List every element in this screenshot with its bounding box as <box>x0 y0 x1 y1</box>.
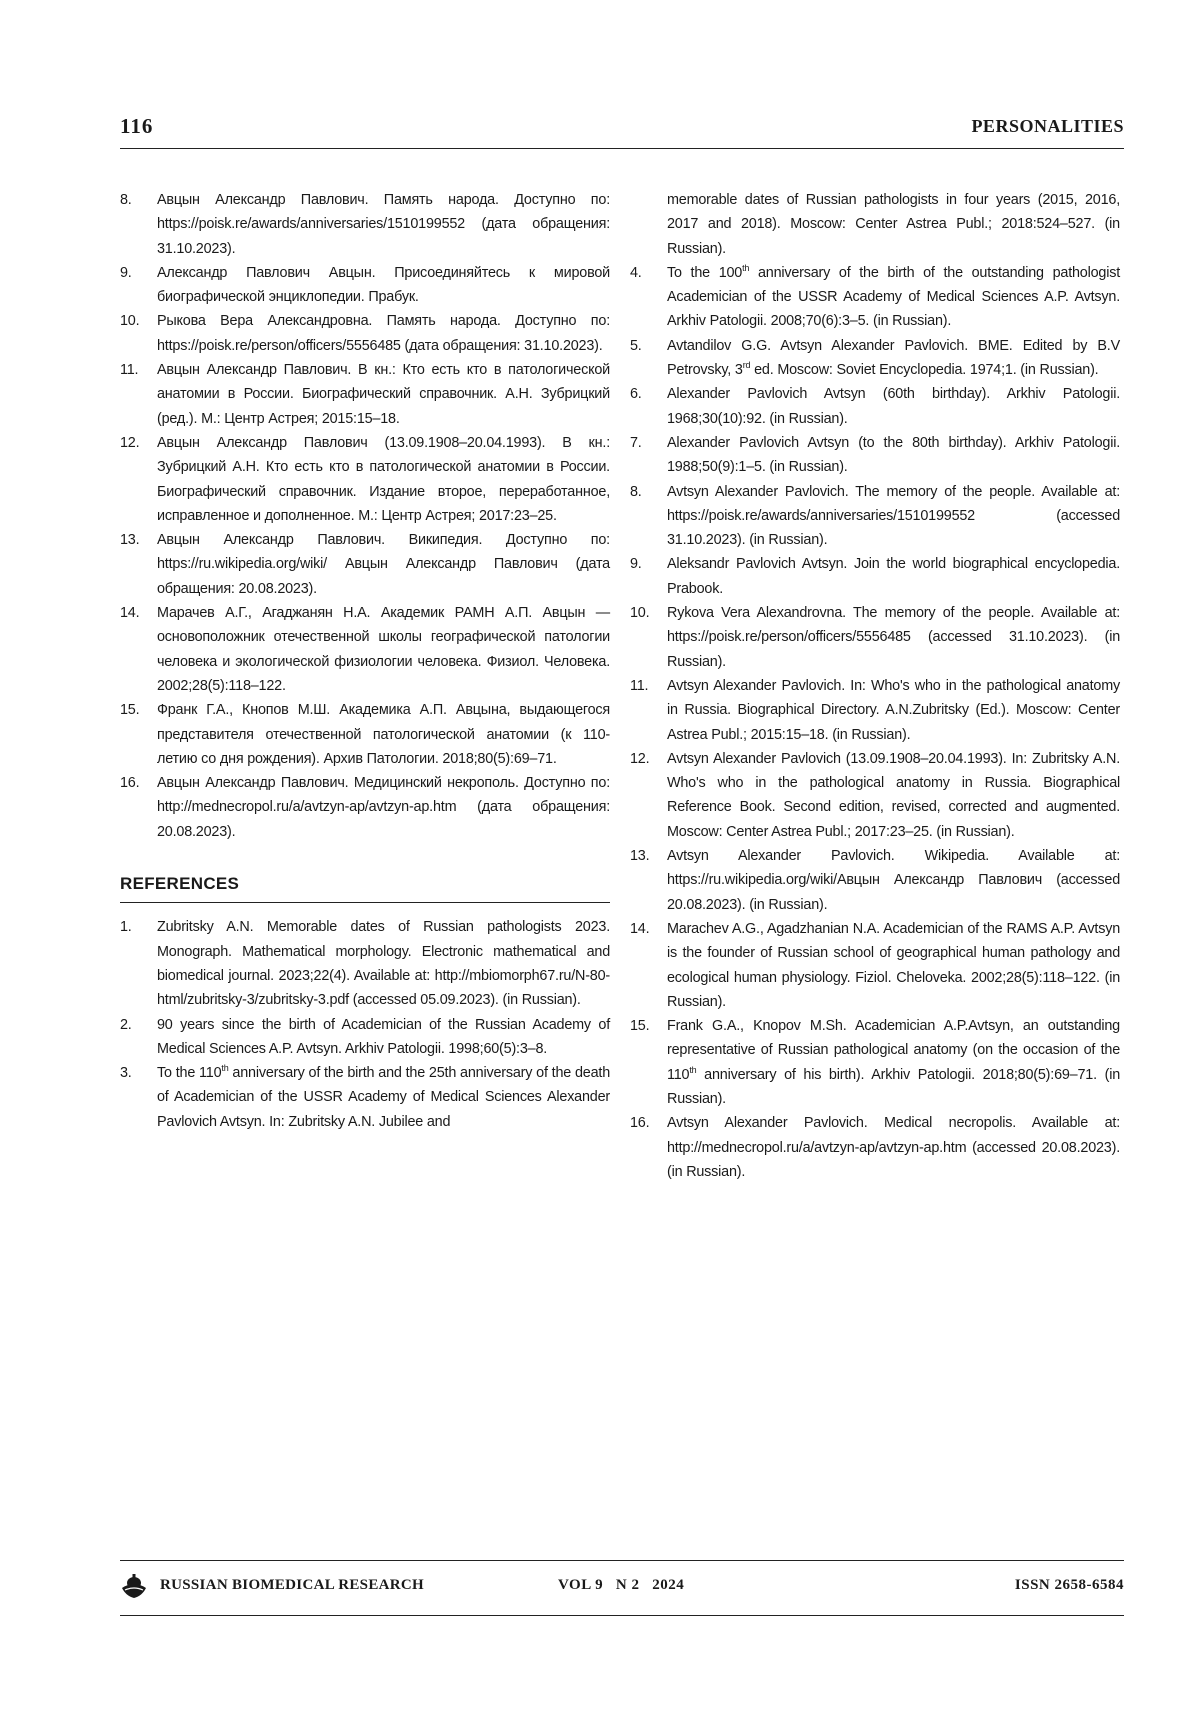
reference-item <box>120 771 610 844</box>
reference-text-part: Rykova Vera Alexandrovna. The memory of the people. Available at: https://poisk.re/person/officers/5556485 (accessed 31.10.2023). (in Russian). <box>667 605 1120 670</box>
reference-text <box>667 334 1120 383</box>
ordinal-superscript: rd <box>742 360 751 371</box>
reference-number: 1. <box>120 919 132 936</box>
reference-text <box>667 382 1120 431</box>
reference-item <box>120 358 610 431</box>
left-column <box>120 188 610 1134</box>
ordinal-superscript: th <box>742 263 750 274</box>
reference-number: 16. <box>120 775 140 792</box>
reference-item <box>630 480 1120 553</box>
reference-text: Авцын Александр Павлович. В кн.: Кто есть кто в патологической анатомии в России. Биографический справочник. А.Н. Зубрицкий (ред.). М.: Центр Астрея; 2015:15–18. <box>157 362 610 427</box>
reference-number: 9. <box>630 556 642 573</box>
ordinal-superscript: th <box>221 1063 229 1074</box>
reference-text-part: anniversary of the birth of the outstanding pathologist Academician of the USSR Academy of Medical Sciences A.P. Avtsyn. Arkhiv Patologii. 2008;70(6):3–5. (in Russian). <box>667 264 1120 330</box>
reference-number: 14. <box>120 605 140 622</box>
reference-item <box>630 334 1120 383</box>
reference-text-part: Avtsyn Alexander Pavlovich. In: Who's who in the pathological anatomy in Russia. Biographical Directory. A.N.Zubritsky (Ed.). Moscow: Center Astrea Publ.; 2015:15–18. (in Russian). <box>667 677 1120 743</box>
section-title: PERSONALITIES <box>971 116 1124 136</box>
page-number: 116 <box>120 114 154 138</box>
reference-number: 9. <box>120 264 132 281</box>
reference-item <box>120 915 610 1012</box>
russian-reference-list <box>120 188 610 844</box>
issn-number: ISSN 2658-6584 <box>1014 1577 1124 1593</box>
reference-number: 6. <box>630 386 642 403</box>
reference-item <box>120 1013 610 1062</box>
reference-text-part: To the 110 <box>157 1065 222 1082</box>
reference-item <box>120 1061 610 1134</box>
reference-item <box>630 1111 1120 1184</box>
reference-number: 10. <box>120 313 140 330</box>
reference-item <box>630 674 1120 747</box>
reference-text-part: Alexander Pavlovich Avtsyn (60th birthday). Arkhiv Patologii. 1968;30(10):92. (in Russian). <box>667 386 1120 427</box>
reference-text <box>667 431 1120 480</box>
reference-number: 4. <box>630 264 642 281</box>
journal-logo-icon <box>120 1574 148 1600</box>
reference-item <box>630 552 1120 601</box>
reference-text-part: To the 100 <box>667 264 743 281</box>
reference-number: 13. <box>120 532 140 549</box>
reference-text: Авцын Александр Павлович. Медицинский некрополь. Доступно по: http://mednecropol.ru/a/avtzyn-ap/avtzyn-ap.htm (дата обращения: 20.08.2023). <box>157 775 610 840</box>
reference-number: 10. <box>630 605 650 622</box>
reference-text: Франк Г.А., Кнопов М.Ш. Академика А.П. Авцына, выдающегося представителя отечественной патологической анатомии (к 110-летию со дня рождения). Архив Патологии. 2018;80(5):69–71. <box>157 702 610 767</box>
reference-text-part: Aleksandr Pavlovich Avtsyn. Join the world biographical encyclopedia. Prabook. <box>667 556 1120 597</box>
reference-item <box>120 309 610 358</box>
reference-text: Zubritsky A.N. Memorable dates of Russian pathologists 2023. Monograph. Mathematical morphology. Electronic mathematical and biomedical journal. 2023;22(4). Available at: http://mbiomorph67.ru/N-80-html/zubritsky-3/zubritsky-3.pdf (accessed 05.09.2023). (in Russian). <box>157 919 610 1009</box>
reference-item <box>120 188 610 261</box>
reference-number: 12. <box>120 434 140 451</box>
reference-number: 12. <box>630 750 650 767</box>
reference-text <box>667 1014 1120 1111</box>
reference-item <box>120 528 610 601</box>
page-header <box>120 108 1124 149</box>
reference-text-part: Frank G.A., Knopov M.Sh. Academician A.P.Avtsyn, an outstanding representative of Russian pathological anatomy (on the occasion of the 110 <box>667 1018 1120 1083</box>
reference-number: 5. <box>630 337 642 354</box>
reference-text <box>667 1111 1120 1184</box>
reference-text: Авцын Александр Павлович (13.09.1908–20.04.1993). В кн.: Зубрицкий А.Н. Кто есть кто в патологической анатомии в России. Биографический справочник. Издание второе, переработанное, исправленное и дополненное. М.: Центр Астрея; 2017:23–25. <box>157 434 610 524</box>
reference-text-part: Avtsyn Alexander Pavlovich. The memory of the people. Available at: https://poisk.re/awards/anniversaries/1510199552 (accessed 31.10.2023). (in Russian). <box>667 483 1120 549</box>
right-column <box>630 188 1120 1184</box>
reference-text <box>667 601 1120 674</box>
reference-item <box>630 431 1120 480</box>
reference-number: 7. <box>630 434 642 451</box>
english-reference-list-part1 <box>120 915 610 1134</box>
reference-number: 15. <box>630 1018 650 1035</box>
reference-item <box>120 261 610 310</box>
page-footer <box>120 1560 1124 1616</box>
journal-name: RUSSIAN BIOMEDICAL RESEARCH <box>160 1577 424 1593</box>
reference-number: 11. <box>630 677 649 694</box>
reference-number: 8. <box>120 192 132 208</box>
reference-item <box>630 1014 1120 1111</box>
reference-number: 15. <box>120 702 140 719</box>
reference-text: Авцын Александр Павлович. Память народа. Доступно по: https://poisk.re/awards/anniversaries/1510199552 (дата обращения: 31.10.2023). <box>157 192 610 257</box>
reference-item <box>630 747 1120 844</box>
reference-item <box>630 601 1120 674</box>
reference-number: 11. <box>120 362 139 379</box>
reference-text-part: Avtsyn Alexander Pavlovich (13.09.1908–20.04.1993). In: Zubritsky A.N. Who's who in the pathological anatomy in Russia. Biographical Reference Book. Second edition, revised, corrected and augmented. Moscow: Center Astrea Publ.; 2017:23–25. (in Russian). <box>667 750 1120 840</box>
references-heading: REFERENCES <box>120 872 610 903</box>
reference-text-part: Avtandilov G.G. Avtsyn Alexander Pavlovich. BME. Edited by B.V Petrovsky, 3 <box>667 337 1120 379</box>
ordinal-superscript: th <box>689 1064 697 1075</box>
reference-item <box>120 601 610 698</box>
reference-item <box>630 917 1120 1014</box>
reference-number: 14. <box>630 920 650 937</box>
reference-number: 8. <box>630 483 642 500</box>
reference-item <box>120 698 610 771</box>
reference-text: Марачев А.Г., Агаджанян Н.А. Академик РАМН А.П. Авцын — основоположник отечественной школы географической патологии человека и экологической физиологии человека. Физиол. Человека. 2002;28(5):118–122. <box>157 605 610 694</box>
reference-text: Александр Павлович Авцын. Присоединяйтесь к мировой биографической энциклопедии. Прабук. <box>157 264 610 306</box>
reference-item <box>630 844 1120 917</box>
reference-text-part: Marachev A.G., Agadzhanian N.A. Academician of the RAMS A.P. Avtsyn is the founder of Russian school of geographical human pathology and ecological human physiology. Fiziol. Cheloveka. 2002;28(5):118–122. (in Russian). <box>667 920 1120 1010</box>
reference-text <box>667 844 1120 917</box>
reference-text <box>667 674 1120 747</box>
reference-3-continuation: memorable dates of Russian pathologists in four years (2015, 2016, 2017 and 2018). Moscow: Center Astrea Publ.; 2018:524–527. (in Russian). <box>667 192 1120 257</box>
reference-text-part: Avtsyn Alexander Pavlovich. Wikipedia. Available at: https://ru.wikipedia.org/wiki/Авцын Александр Павлович (accessed 20.08.2023). (in Russian). <box>667 848 1120 913</box>
volume-issue-year: VOL 9 N 2 2024 <box>558 1577 685 1593</box>
reference-text <box>667 917 1120 1014</box>
reference-text: Рыкова Вера Александровна. Память народа. Доступно по: https://poisk.re/person/officers/5556485 (дата обращения: 31.10.2023). <box>157 313 610 354</box>
reference-text <box>157 1061 610 1134</box>
reference-number: 2. <box>120 1016 132 1033</box>
reference-number: 16. <box>630 1115 650 1132</box>
reference-text <box>667 480 1120 553</box>
reference-text-part: anniversary of his birth). Arkhiv Patologii. 2018;80(5):69–71. (in Russian). <box>667 1066 1120 1107</box>
reference-item <box>120 431 610 528</box>
reference-text <box>667 747 1120 844</box>
reference-item <box>630 382 1120 431</box>
reference-item <box>630 261 1120 334</box>
english-reference-list-part2 <box>630 261 1120 1184</box>
reference-text-part: ed. Moscow: Soviet Encyclopedia. 1974;1. (in Russian). <box>750 362 1099 379</box>
reference-text: Авцын Александр Павлович. Википедия. Доступно по: https://ru.wikipedia.org/wiki/ Авцын Александр Павлович (дата обращения: 20.08.2023). <box>157 532 610 597</box>
reference-text <box>667 261 1120 334</box>
reference-text: 90 years since the birth of Academician of the Russian Academy of Medical Sciences A.P. Avtsyn. Arkhiv Patologii. 1998;60(5):3–8. <box>157 1016 610 1057</box>
reference-text <box>667 552 1120 601</box>
reference-text-part: anniversary of the birth and the 25th anniversary of the death of Academician of the USSR Academy of Medical Sciences Alexander Pavlovich Avtsyn. In: Zubritsky A.N. Jubilee and <box>157 1065 611 1130</box>
reference-number: 13. <box>630 848 650 865</box>
reference-text-part: Alexander Pavlovich Avtsyn (to the 80th birthday). Arkhiv Patologii. 1988;50(9):1–5. (in Russian). <box>667 434 1120 476</box>
reference-number: 3. <box>120 1065 132 1082</box>
reference-text-part: Avtsyn Alexander Pavlovich. Medical necropolis. Available at: http://mednecropol.ru/a/avtzyn-ap/avtzyn-ap.htm (accessed 20.08.2023). (in Russian). <box>667 1115 1120 1180</box>
